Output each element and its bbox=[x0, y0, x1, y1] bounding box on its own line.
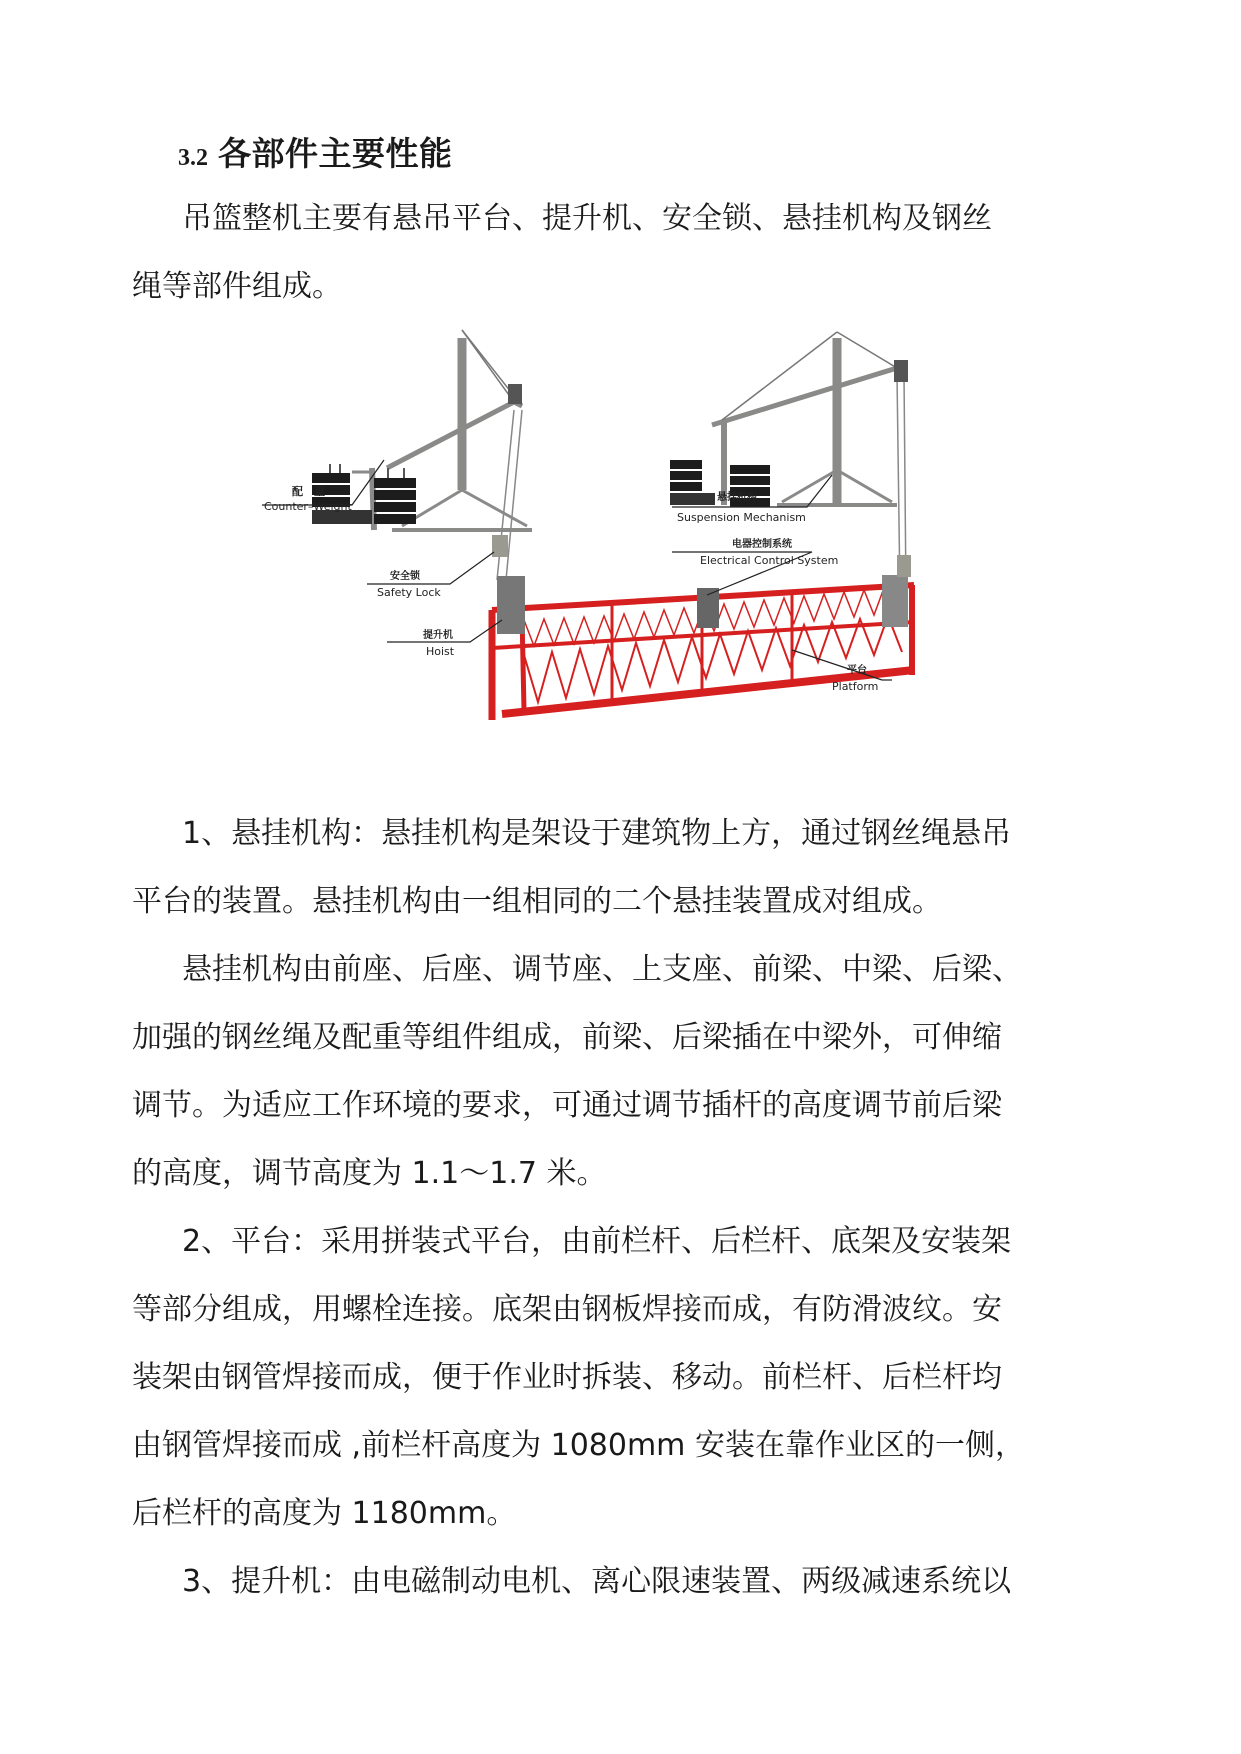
safety-lock-callout bbox=[367, 552, 494, 584]
text-line: 等部分组成，用螺栓连接。底架由钢板焊接而成，有防滑波纹。安 bbox=[132, 1292, 1002, 1327]
right-pulley bbox=[894, 360, 908, 382]
text-line: 1、悬挂机构：悬挂机构是架设于建筑物上方，通过钢丝绳悬吊 bbox=[182, 816, 1012, 851]
label-hoist-en: Hoist bbox=[426, 645, 455, 658]
section-number: 3.2 bbox=[178, 145, 208, 171]
paragraph-hoist bbox=[132, 1548, 1097, 1616]
text-line: 装架由钢管焊接而成，便于作业时拆装、移动。前栏杆、后栏杆均 bbox=[132, 1360, 1002, 1395]
left-safety-lock bbox=[492, 535, 508, 557]
text-line: 后栏杆的高度为 1180mm。 bbox=[132, 1496, 517, 1531]
label-suspension-cn: 悬挂机构 bbox=[717, 492, 757, 503]
paragraph-platform bbox=[132, 1208, 1097, 1548]
label-safety-lock-en: Safety Lock bbox=[377, 586, 441, 599]
text-line: 吊篮整机主要有悬吊平台、提升机、安全锁、悬挂机构及钢丝 bbox=[182, 201, 992, 236]
section-title: 各部件主要性能 bbox=[218, 134, 453, 173]
text-line: 调节。为适应工作环境的要求，可通过调节插杆的高度调节前后梁 bbox=[132, 1088, 1002, 1123]
right-hoist-unit bbox=[882, 575, 908, 627]
section-heading bbox=[178, 128, 453, 178]
text-line: 2、平台：采用拼装式平台，由前栏杆、后栏杆、底架及安装架 bbox=[182, 1224, 1012, 1259]
text-line: 绳等部件组成。 bbox=[132, 269, 342, 304]
text-line: 3、提升机：由电磁制动电机、离心限速装置、两级减速系统以 bbox=[182, 1564, 1012, 1599]
paragraph-suspension bbox=[132, 800, 1097, 936]
label-hoist-cn: 提升机 bbox=[423, 630, 453, 641]
right-safety-lock bbox=[897, 555, 911, 577]
text-line: 由钢管焊接而成 ,前栏杆高度为 1080mm 安装在靠作业区的一侧， bbox=[132, 1428, 1025, 1463]
label-counter-weight-cn: 配 重 bbox=[292, 485, 325, 498]
left-hoist-unit bbox=[497, 576, 525, 634]
text-line: 加强的钢丝绳及配重等组件组成，前梁、后梁插在中梁外，可伸缩 bbox=[132, 1020, 1002, 1055]
label-platform-cn: 平台 bbox=[847, 665, 867, 676]
label-electrical-cn: 电器控制系统 bbox=[732, 539, 792, 550]
text-line: 悬挂机构由前座、后座、调节座、上支座、前梁、中梁、后梁、 bbox=[182, 952, 1022, 987]
left-pulley bbox=[508, 384, 522, 404]
intro-paragraph bbox=[132, 185, 1097, 321]
label-platform-en: Platform bbox=[832, 680, 879, 693]
label-suspension-en: Suspension Mechanism bbox=[677, 511, 806, 524]
left-counter-weights bbox=[312, 473, 416, 524]
text-line: 的高度，调节高度为 1.1～1.7 米。 bbox=[132, 1156, 607, 1191]
paragraph-suspension-components bbox=[132, 936, 1097, 1208]
gondola-diagram bbox=[264, 330, 1032, 782]
label-safety-lock-cn: 安全锁 bbox=[390, 571, 420, 582]
label-counter-weight-en: Counter–Weight bbox=[264, 500, 352, 513]
text-line: 平台的装置。悬挂机构由一组相同的二个悬挂装置成对组成。 bbox=[132, 884, 942, 919]
label-electrical-en: Electrical Control System bbox=[700, 554, 839, 567]
